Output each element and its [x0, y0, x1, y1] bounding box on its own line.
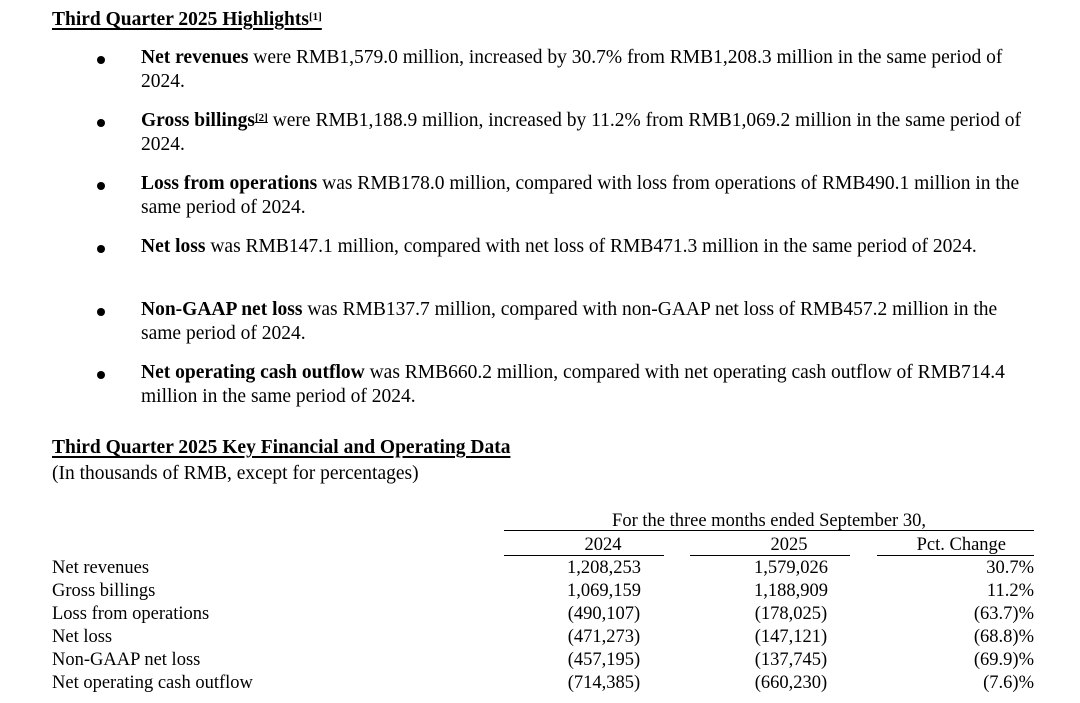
- highlight-text: was RMB147.1 million, compared with net loss of RMB471.3 million in the same period of 2024.: [205, 236, 977, 257]
- bullet-icon: [97, 245, 105, 253]
- value-2025: 1,579,026: [754, 558, 828, 578]
- bullet-icon: [97, 182, 105, 190]
- value-2025: (178,025): [754, 604, 828, 624]
- value-2024: (714,385): [567, 673, 641, 693]
- highlights-title: Third Quarter 2025 Highlights: [52, 9, 309, 30]
- key-data-heading: Third Quarter 2025 Key Financial and Operating Data: [52, 437, 511, 458]
- highlight-term: Net revenues: [141, 47, 249, 68]
- key-data-subtitle: (In thousands of RMB, except for percentages): [52, 463, 419, 484]
- pct-change: 30.7%: [986, 558, 1034, 578]
- highlight-term: Non-GAAP net loss: [141, 299, 303, 320]
- period-header: For the three months ended September 30,: [612, 511, 926, 531]
- value-2025: (147,121): [754, 627, 828, 647]
- row-label: Loss from operations: [52, 604, 210, 624]
- row-label: Net loss: [52, 627, 113, 647]
- highlight-text: was RMB178.0 million, compared with loss from operations of RMB490.1 million in the same period of 2024.: [141, 173, 1020, 218]
- highlight-term: Net operating cash outflow: [141, 362, 365, 383]
- bullet-icon: [97, 56, 105, 64]
- header-rule: [504, 530, 1034, 531]
- value-2024: (490,107): [567, 604, 641, 624]
- row-label: Net operating cash outflow: [52, 673, 253, 693]
- bullet-icon: [97, 308, 105, 316]
- value-2025: 1,188,909: [754, 581, 828, 601]
- pct-change: (7.6)%: [983, 673, 1034, 693]
- highlights-heading: [52, 8, 322, 32]
- value-2024: 1,208,253: [567, 558, 641, 578]
- row-label: Gross billings: [52, 581, 156, 601]
- highlight-text: were RMB1,188.9 million, increased by 11.2% from RMB1,069.2 million in the same period of 2024.: [141, 110, 1021, 155]
- bullet-icon: [97, 119, 105, 127]
- row-label: Net revenues: [52, 558, 150, 578]
- pct-change: (68.8)%: [973, 627, 1034, 647]
- value-2025: (137,745): [754, 650, 828, 670]
- value-2025: (660,230): [754, 673, 828, 693]
- pct-change: 11.2%: [986, 581, 1034, 601]
- value-2024: 1,069,159: [567, 581, 641, 601]
- highlight-term: Gross billings: [141, 110, 255, 131]
- pct-change: (69.9)%: [973, 650, 1034, 670]
- value-2024: (471,273): [567, 627, 641, 647]
- value-2024: (457,195): [567, 650, 641, 670]
- column-header-2025: 2025: [770, 535, 808, 555]
- highlight-term: Net loss: [141, 236, 206, 257]
- highlight-text: was RMB660.2 million, compared with net operating cash outflow of RMB714.4 million in the same period of 2024.: [141, 362, 1005, 407]
- highlight-text: was RMB137.7 million, compared with non-GAAP net loss of RMB457.2 million in the same period of 2024.: [141, 299, 998, 344]
- highlight-term: Loss from operations: [141, 173, 318, 194]
- footnote-ref: [2]: [254, 112, 268, 124]
- row-label: Non-GAAP net loss: [52, 650, 201, 670]
- pct-change: (63.7)%: [973, 604, 1034, 624]
- highlights-footnote-ref: [1]: [308, 11, 322, 23]
- column-header-pct-change: Pct. Change: [916, 535, 1006, 555]
- highlight-text: were RMB1,579.0 million, increased by 30.7% from RMB1,208.3 million in the same period of 2024.: [141, 47, 1003, 92]
- column-header-2024: 2024: [584, 535, 622, 555]
- bullet-icon: [97, 371, 105, 379]
